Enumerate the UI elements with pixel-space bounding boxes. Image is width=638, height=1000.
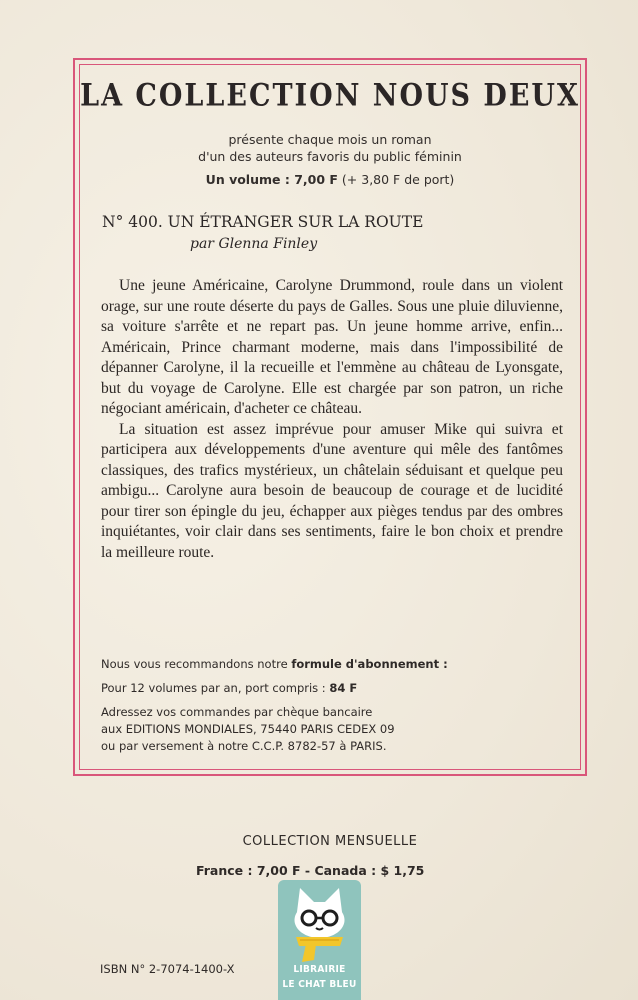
- subtitle-line-2: d'un des auteurs favoris du public féminin: [198, 149, 462, 164]
- subscription-recommend: [101, 657, 448, 671]
- synopsis: [101, 276, 563, 563]
- volume-price: Un volume : 7,00 F: [205, 172, 338, 187]
- synopsis-paragraph-2: La situation est assez imprévue pour amuser Mike qui suivra et participera aux développements d'une aventure qui mêle des fantômes classiques, des trafics mystérieux, un châtelain séduisant et quelque peu ambigu... Carolyne aura besoin de beaucoup de courage et de lucidité pour tirer son épingle du jeu, échapper aux pièges tendus par des ombres inquiétantes, voir clair dans ses sentiments, faire le bon choix et prendre la meilleure route.: [101, 420, 563, 561]
- address-line-2: aux EDITIONS MONDIALES, 75440 PARIS CEDEX 09: [101, 722, 395, 736]
- offer-price: 84 F: [329, 681, 358, 695]
- collection-title: LA COLLECTION NOUS DEUX: [80, 77, 580, 114]
- bookshop-sticker: [278, 880, 361, 1000]
- recommend-text: Nous vous recommandons notre: [101, 657, 288, 671]
- synopsis-paragraph-1: Une jeune Américaine, Carolyne Drummond, roule dans un violent orage, sur une route déserte du pays de Galles. Sous une pluie diluvienne, sa voiture s'arrête et ne repart pas. Un jeune homme arrive, enfin... Américain, Prince charmant moderne, mais dans l'impossibilité de dépanner Carolyne, il la recueille et l'emmène au château de Lyonsgate, but du voyage de Carolyne. Elle est chargée par son patron, un riche négociant américain, d'acheter ce château.: [101, 277, 563, 417]
- sticker-line-1: LIBRAIRIE: [293, 964, 346, 975]
- offer-text: Pour 12 volumes par an, port compris :: [101, 681, 326, 695]
- shipping-cost: (+ 3,80 F de port): [341, 172, 455, 187]
- book-author: par Glenna Finley: [190, 236, 318, 252]
- sticker-line-2: LE CHAT BLEU: [282, 979, 357, 990]
- subscription-offer: [101, 681, 357, 695]
- cat-icon: [278, 880, 361, 964]
- cover-price: France : 7,00 F - Canada : $ 1,75: [196, 863, 425, 878]
- book-number-title: N° 400. UN ÉTRANGER SUR LA ROUTE: [102, 213, 424, 231]
- collection-mensuelle: COLLECTION MENSUELLE: [242, 834, 418, 849]
- address-line-1: Adressez vos commandes par chèque bancaire: [101, 705, 373, 719]
- address-line-3: ou par versement à notre C.C.P. 8782-57 à PARIS.: [101, 739, 387, 753]
- isbn: ISBN N° 2-7074-1400-X: [100, 962, 235, 976]
- subtitle-line-1: présente chaque mois un roman: [228, 132, 432, 147]
- volume-price-line: [79, 172, 581, 187]
- subscription-formula: formule d'abonnement :: [291, 657, 448, 671]
